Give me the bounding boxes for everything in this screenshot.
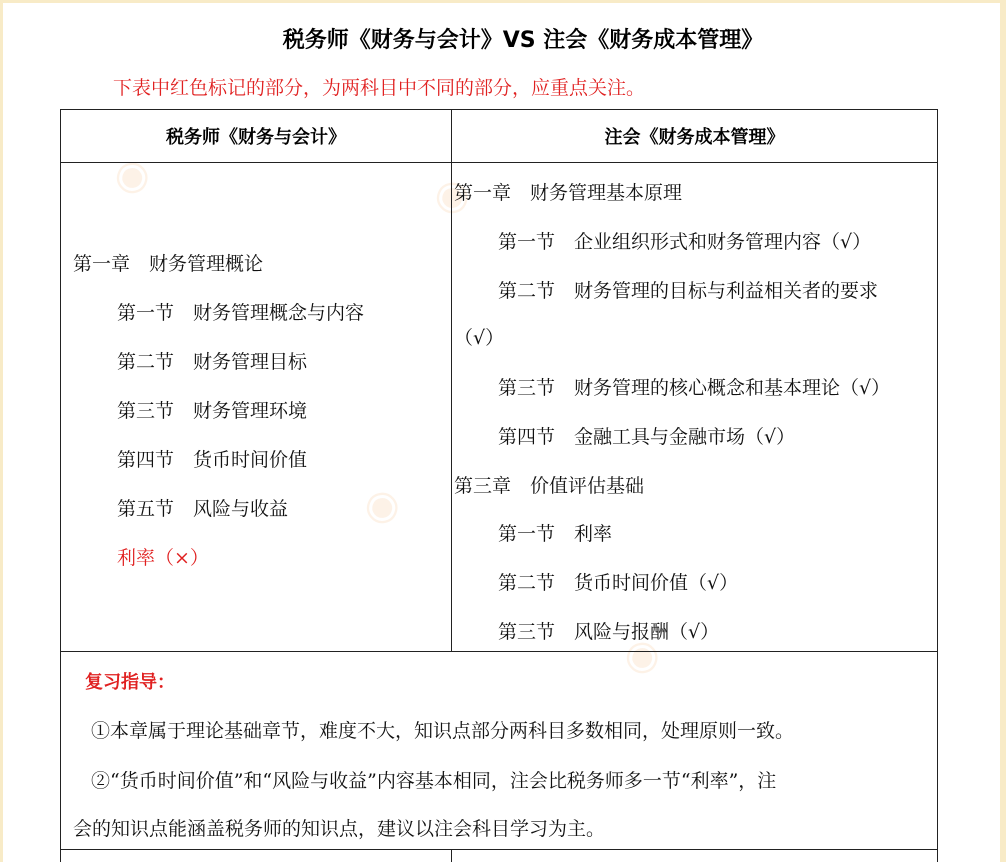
list-item: 第三节 财务管理的核心概念和基本理论（√） xyxy=(498,377,891,399)
list-item: 第一节 企业组织形式和财务管理内容（√） xyxy=(498,231,872,253)
review-guide-row xyxy=(60,651,938,849)
list-item: 第四节 货币时间价值 xyxy=(117,449,308,471)
left-column xyxy=(61,163,452,651)
list-item: 第二节 财务管理的目标与利益相关者的要求 xyxy=(498,280,879,302)
list-item: 第三节 财务管理环境 xyxy=(117,400,308,422)
right-column xyxy=(452,163,937,651)
list-item: 第三章 价值评估基础 xyxy=(454,475,645,497)
list-item: 第一节 财务管理概念与内容 xyxy=(117,302,365,324)
table-next-row xyxy=(60,849,938,862)
watermark: ◉ xyxy=(612,627,669,685)
document-page xyxy=(3,3,1000,862)
guide-line: ①本章属于理论基础章节，难度不大，知识点部分两科目多数相同，处理原则一致。 xyxy=(91,720,795,742)
list-item: 第五节 风险与收益 xyxy=(117,498,289,520)
watermark: ◉ xyxy=(102,147,159,205)
next-row-left xyxy=(61,850,452,862)
watermark: ◉ xyxy=(352,477,409,535)
page-title: 税务师《财务与会计》VS 注会《财务成本管理》 xyxy=(282,28,764,53)
list-item: （√） xyxy=(454,327,505,349)
list-item: 第一章 财务管理概论 xyxy=(73,253,264,275)
header-right: 注会《财务成本管理》 xyxy=(604,127,785,148)
guide-line: 会的知识点能涵盖税务师的知识点，建议以注会科目学习为主。 xyxy=(73,818,606,840)
table-body-row xyxy=(60,162,938,651)
list-item: 第一章 财务管理基本原理 xyxy=(454,182,683,204)
subtitle-note: 下表中红色标记的部分，为两科目中不同的部分，应重点关注。 xyxy=(113,77,646,99)
list-item: 第一节 利率 xyxy=(498,523,613,545)
list-item: 第二节 财务管理目标 xyxy=(117,351,308,373)
guide-title: 复习指导： xyxy=(85,672,175,693)
watermark: ◉ xyxy=(422,167,479,225)
list-item: 第四节 金融工具与金融市场（√） xyxy=(498,426,796,448)
list-item: 第二节 货币时间价值（√） xyxy=(498,572,739,594)
list-item-different: 利率（×） xyxy=(117,547,209,569)
table-header-row xyxy=(60,109,938,162)
guide-line: ②“货币时间价值”和“风险与收益”内容基本相同，注会比税务师多一节“利率”，注 xyxy=(91,770,777,792)
header-left: 税务师《财务与会计》 xyxy=(61,110,452,162)
list-item: 第三节 风险与报酬（√） xyxy=(498,621,720,643)
